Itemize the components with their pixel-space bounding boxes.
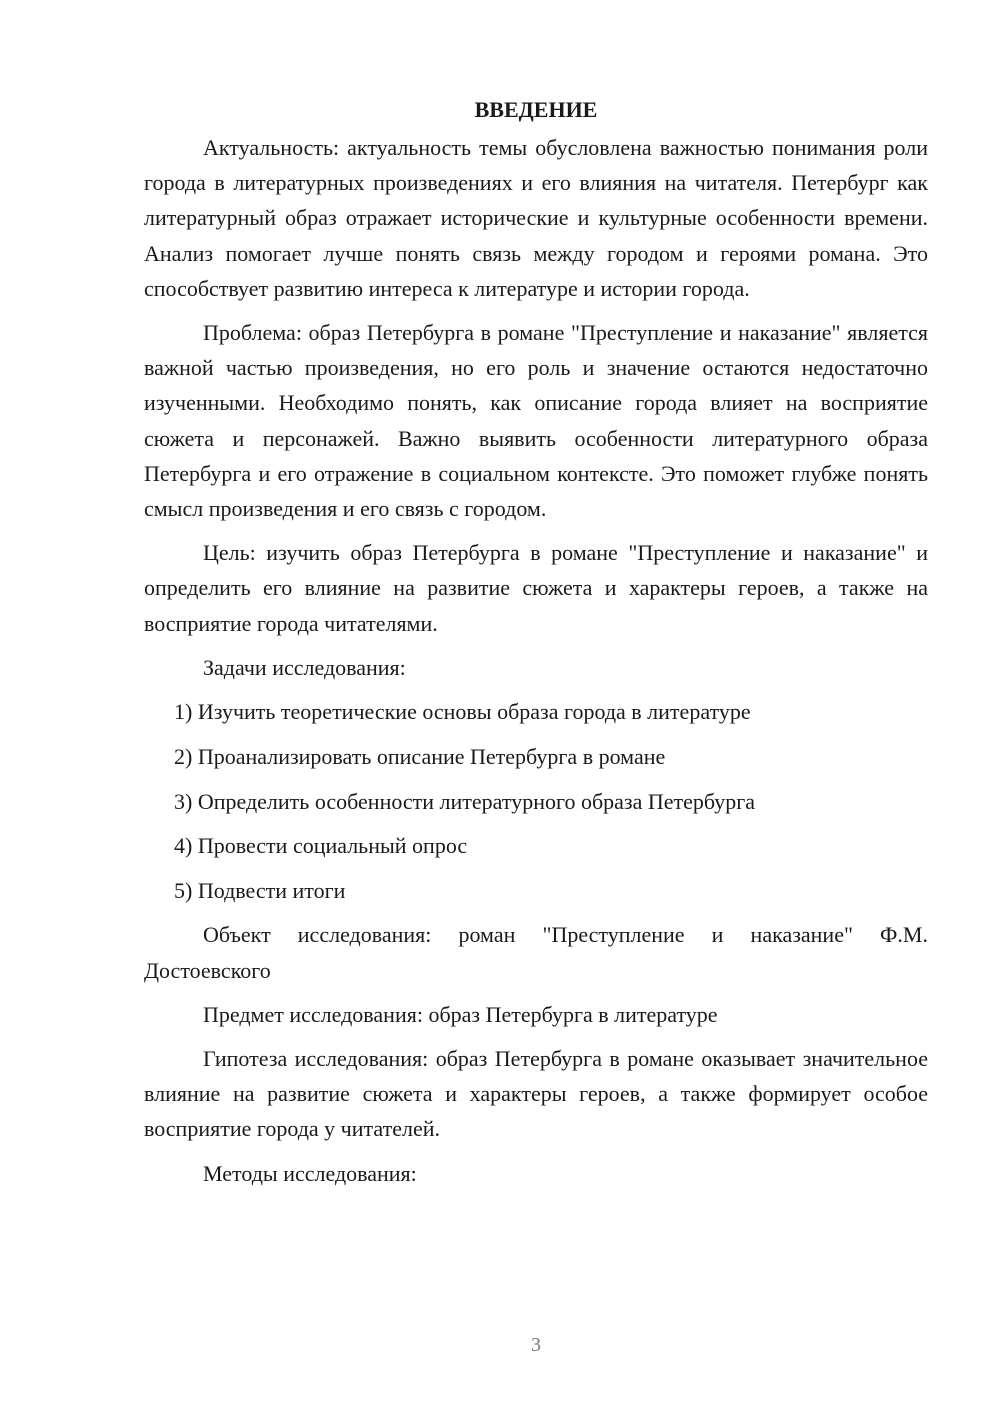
section-title: ВВЕДЕНИЕ — [474, 97, 598, 122]
subject-paragraph: Предмет исследования: образ Петербурга в литературе — [203, 1001, 718, 1027]
list-item: 1) Изучить теоретические основы образа города в литературе — [174, 699, 751, 725]
object-paragraph: Объект исследования: роман "Преступление и наказание" Ф.М. Достоевского — [144, 922, 928, 983]
goal-paragraph: Цель: изучить образ Петербурга в романе "Преступление и наказание" и определить его влияние на развитие сюжета и характеры героев, а также на восприятие города читателями. — [144, 540, 928, 636]
relevance-paragraph: Актуальность: актуальность темы обусловлена важностью понимания роли города в литературных произведениях и его влияния на читателя. Петербург как литературный образ отражает исторические и культурные особенности времени. Анализ помогает лучше понять связь между городом и героями романа. Это способствует развитию интереса к литературе и истории города. — [144, 135, 928, 301]
tasks-heading: Задачи исследования: — [203, 654, 406, 680]
list-item: 5) Подвести итоги — [174, 878, 346, 904]
list-item: 3) Определить особенности литературного образа Петербурга — [174, 788, 756, 814]
list-item: 4) Провести социальный опрос — [174, 833, 468, 859]
hypothesis-paragraph: Гипотеза исследования: образ Петербурга в романе оказывает значительное влияние на развитие сюжета и характеры героев, а также формирует особое восприятие города у читателей. — [144, 1046, 928, 1142]
page-number: 3 — [531, 1334, 541, 1356]
document-page — [144, 94, 928, 1200]
problem-paragraph: Проблема: образ Петербурга в романе "Преступление и наказание" является важной частью произведения, но его роль и значение остаются недостаточно изученными. Необходимо понять, как описание города влияет на восприятие сюжета и персонажей. Важно выявить особенности литературного образа Петербурга и его отражение в социальном контексте. Это поможет глубже понять смысл произведения и его связь с городом. — [144, 320, 928, 522]
methods-heading: Методы исследования: — [203, 1160, 417, 1186]
tasks-list — [144, 694, 928, 908]
list-item: 2) Проанализировать описание Петербурга в романе — [174, 743, 666, 769]
